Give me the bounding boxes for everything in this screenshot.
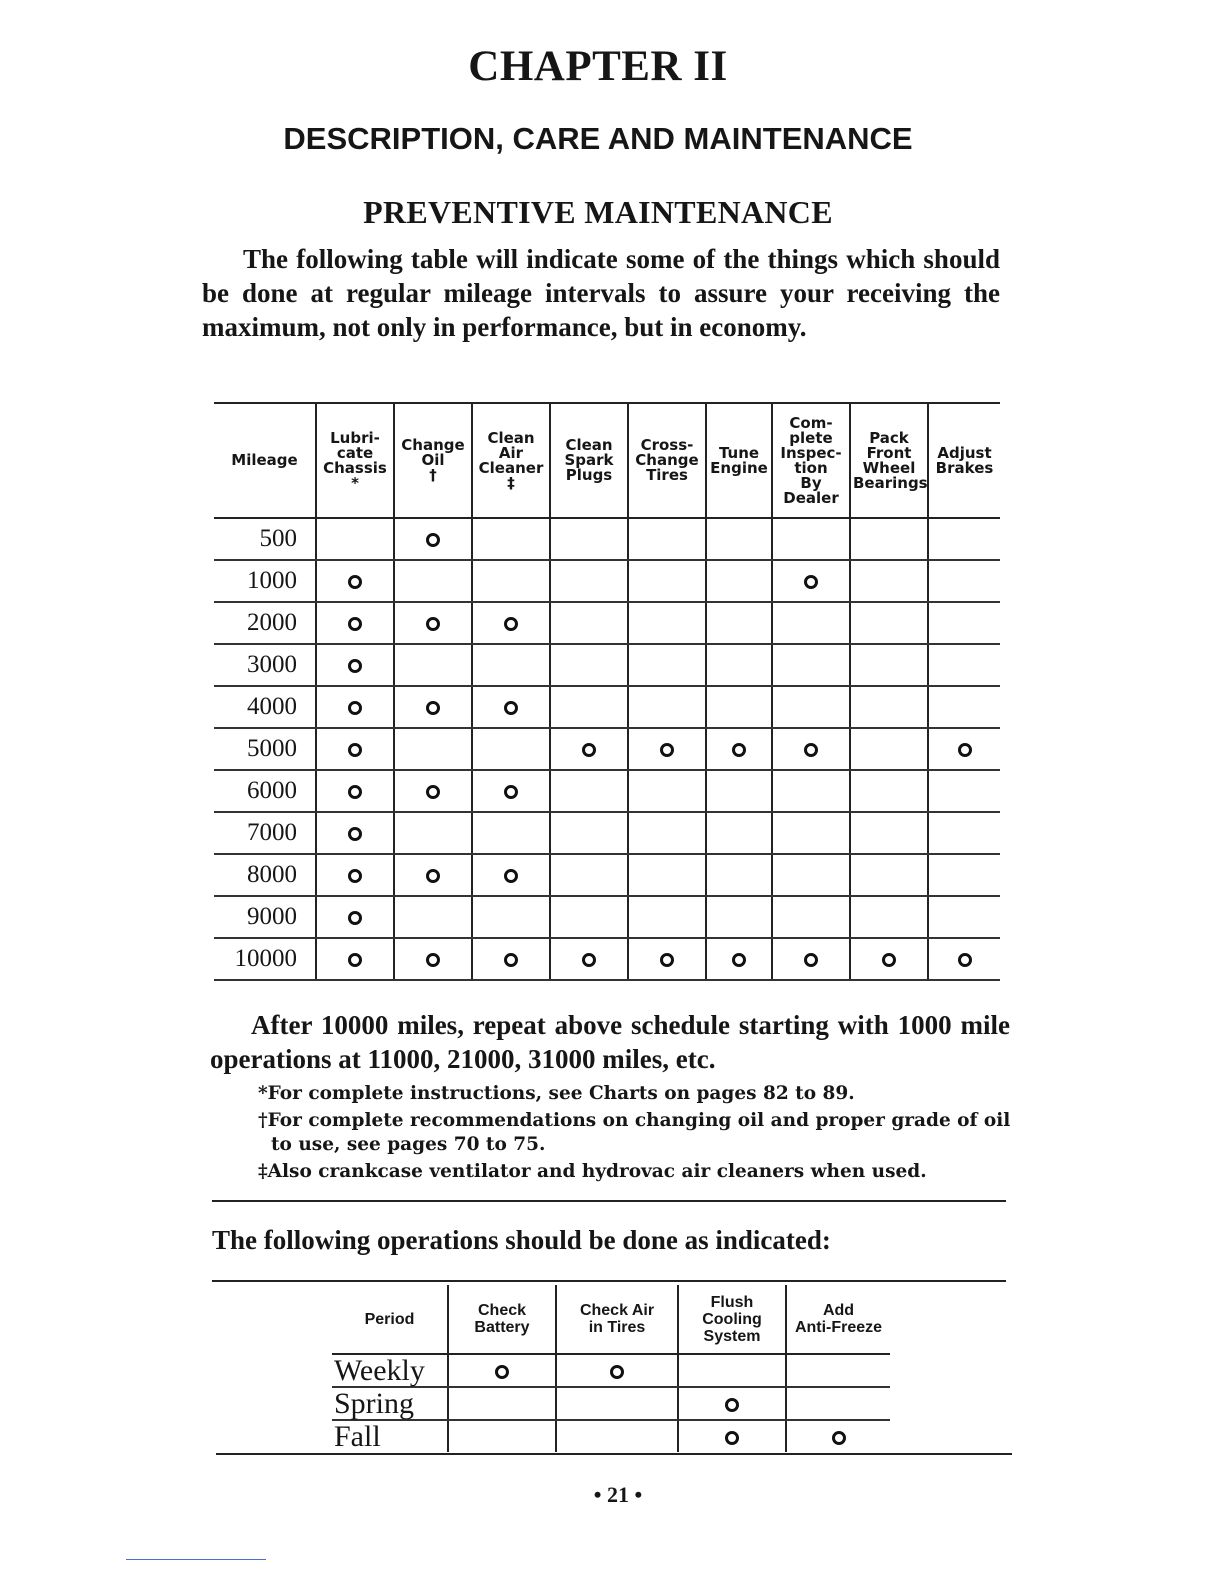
schedule-cell bbox=[316, 644, 394, 686]
subsection-title: PREVENTIVE MAINTENANCE bbox=[363, 194, 833, 230]
schedule-cell bbox=[772, 854, 850, 896]
circle-mark-icon bbox=[504, 701, 518, 715]
schedule-cell bbox=[394, 686, 472, 728]
period-header-row bbox=[332, 1285, 890, 1354]
schedule-cell bbox=[772, 602, 850, 644]
schedule-cell bbox=[706, 686, 772, 728]
schedule-cell bbox=[628, 854, 706, 896]
schedule-cell bbox=[472, 728, 550, 770]
schedule-cell bbox=[850, 728, 928, 770]
table-row bbox=[214, 644, 1000, 686]
circle-mark-icon bbox=[348, 617, 362, 631]
schedule-cell bbox=[706, 812, 772, 854]
maintenance-table bbox=[214, 402, 1000, 981]
circle-mark-icon bbox=[426, 785, 440, 799]
schedule-cell bbox=[550, 854, 628, 896]
period-column-header: Add Anti-Freeze bbox=[786, 1285, 890, 1354]
mileage-cell: 6000 bbox=[214, 770, 316, 812]
circle-mark-icon bbox=[426, 869, 440, 883]
schedule-cell bbox=[316, 686, 394, 728]
schedule-cell bbox=[448, 1354, 556, 1387]
schedule-cell bbox=[550, 896, 628, 938]
schedule-cell bbox=[772, 686, 850, 728]
circle-mark-icon bbox=[348, 953, 362, 967]
circle-mark-icon bbox=[504, 617, 518, 631]
schedule-cell bbox=[316, 770, 394, 812]
schedule-cell bbox=[316, 728, 394, 770]
circle-mark-icon bbox=[426, 617, 440, 631]
schedule-cell bbox=[786, 1354, 890, 1387]
table-row bbox=[214, 686, 1000, 728]
schedule-cell bbox=[786, 1387, 890, 1420]
schedule-cell bbox=[786, 1420, 890, 1452]
schedule-cell bbox=[394, 938, 472, 980]
schedule-cell bbox=[928, 644, 1000, 686]
schedule-cell bbox=[628, 812, 706, 854]
schedule-cell bbox=[316, 518, 394, 560]
period-table bbox=[332, 1285, 890, 1452]
schedule-cell bbox=[550, 728, 628, 770]
table-row bbox=[214, 896, 1000, 938]
period-cell: Spring bbox=[332, 1387, 448, 1420]
maintenance-column-header: Lubri- cate Chassis * bbox=[316, 403, 394, 518]
maintenance-column-header: Pack Front Wheel Bearings bbox=[850, 403, 928, 518]
table-row bbox=[214, 728, 1000, 770]
table-row bbox=[214, 518, 1000, 560]
maintenance-column-header: Clean Air Cleaner ‡ bbox=[472, 403, 550, 518]
schedule-cell bbox=[628, 518, 706, 560]
schedule-cell bbox=[678, 1420, 786, 1452]
schedule-cell bbox=[772, 518, 850, 560]
schedule-cell bbox=[472, 938, 550, 980]
schedule-cell bbox=[556, 1354, 678, 1387]
table-row bbox=[332, 1420, 890, 1452]
schedule-cell bbox=[772, 770, 850, 812]
schedule-cell bbox=[448, 1420, 556, 1452]
schedule-cell bbox=[472, 560, 550, 602]
circle-mark-icon bbox=[504, 785, 518, 799]
mileage-cell: 10000 bbox=[214, 938, 316, 980]
mileage-cell: 1000 bbox=[214, 560, 316, 602]
schedule-cell bbox=[678, 1354, 786, 1387]
schedule-cell bbox=[316, 560, 394, 602]
schedule-cell bbox=[706, 770, 772, 812]
schedule-cell bbox=[628, 602, 706, 644]
table-row bbox=[214, 854, 1000, 896]
schedule-cell bbox=[706, 644, 772, 686]
schedule-cell bbox=[556, 1420, 678, 1452]
schedule-cell bbox=[472, 770, 550, 812]
schedule-cell bbox=[850, 770, 928, 812]
schedule-cell bbox=[850, 602, 928, 644]
maintenance-column-header: Adjust Brakes bbox=[928, 403, 1000, 518]
maintenance-body bbox=[214, 518, 1000, 980]
schedule-cell bbox=[472, 812, 550, 854]
circle-mark-icon bbox=[804, 575, 818, 589]
circle-mark-icon bbox=[732, 953, 746, 967]
schedule-cell bbox=[316, 812, 394, 854]
table-row bbox=[332, 1387, 890, 1420]
circle-mark-icon bbox=[582, 743, 596, 757]
schedule-cell bbox=[628, 644, 706, 686]
followup-heading: The following operations should be done as indicated: bbox=[212, 1225, 831, 1255]
circle-mark-icon bbox=[426, 533, 440, 547]
schedule-cell bbox=[928, 518, 1000, 560]
circle-mark-icon bbox=[660, 953, 674, 967]
schedule-cell bbox=[316, 602, 394, 644]
circle-mark-icon bbox=[660, 743, 674, 757]
schedule-cell bbox=[706, 728, 772, 770]
page-number: • 21 • bbox=[593, 1482, 643, 1507]
schedule-cell bbox=[550, 644, 628, 686]
mileage-cell: 4000 bbox=[214, 686, 316, 728]
mileage-cell: 2000 bbox=[214, 602, 316, 644]
schedule-cell bbox=[928, 686, 1000, 728]
schedule-cell bbox=[628, 560, 706, 602]
schedule-cell bbox=[678, 1387, 786, 1420]
table-row bbox=[214, 602, 1000, 644]
schedule-cell bbox=[472, 854, 550, 896]
schedule-cell bbox=[448, 1387, 556, 1420]
mileage-cell: 9000 bbox=[214, 896, 316, 938]
maintenance-column-header: Com- plete Inspec- tion By Dealer bbox=[772, 403, 850, 518]
divider-top bbox=[212, 1200, 1006, 1202]
circle-mark-icon bbox=[882, 953, 896, 967]
schedule-cell bbox=[928, 812, 1000, 854]
footnote-lubrication: *For complete instructions, see Charts on pages 82 to 89. bbox=[258, 1083, 855, 1104]
schedule-cell bbox=[550, 518, 628, 560]
schedule-cell bbox=[706, 938, 772, 980]
circle-mark-icon bbox=[504, 869, 518, 883]
schedule-cell bbox=[928, 602, 1000, 644]
schedule-cell bbox=[394, 896, 472, 938]
table-row bbox=[214, 560, 1000, 602]
schedule-cell bbox=[394, 518, 472, 560]
maintenance-column-header: Tune Engine bbox=[706, 403, 772, 518]
schedule-cell bbox=[706, 602, 772, 644]
maintenance-column-header: Cross- Change Tires bbox=[628, 403, 706, 518]
schedule-cell bbox=[316, 896, 394, 938]
circle-mark-icon bbox=[725, 1431, 739, 1445]
schedule-cell bbox=[394, 602, 472, 644]
table-row bbox=[214, 938, 1000, 980]
schedule-cell bbox=[628, 938, 706, 980]
schedule-cell bbox=[472, 644, 550, 686]
maintenance-column-header: Change Oil † bbox=[394, 403, 472, 518]
schedule-cell bbox=[628, 896, 706, 938]
schedule-cell bbox=[928, 938, 1000, 980]
circle-mark-icon bbox=[348, 869, 362, 883]
schedule-cell bbox=[850, 686, 928, 728]
mileage-cell: 500 bbox=[214, 518, 316, 560]
schedule-cell bbox=[928, 728, 1000, 770]
period-body bbox=[332, 1354, 890, 1452]
chapter-title: CHAPTER II bbox=[468, 43, 728, 90]
schedule-cell bbox=[772, 644, 850, 686]
circle-mark-icon bbox=[610, 1365, 624, 1379]
circle-mark-icon bbox=[804, 743, 818, 757]
table-row bbox=[214, 812, 1000, 854]
intro-paragraph: The following table will indicate some of the things which should be done at regular mileage intervals to assure your receiving the maximum, not only in performance, but in economy. bbox=[202, 244, 1000, 342]
maintenance-column-header: Mileage bbox=[214, 403, 316, 518]
schedule-cell bbox=[394, 560, 472, 602]
schedule-cell bbox=[394, 644, 472, 686]
schedule-cell bbox=[772, 812, 850, 854]
schedule-cell bbox=[772, 560, 850, 602]
schedule-cell bbox=[472, 518, 550, 560]
footnote-air-cleaner: ‡Also crankcase ventilator and hydrovac air cleaners when used. bbox=[258, 1161, 927, 1182]
period-column-header: Flush Cooling System bbox=[678, 1285, 786, 1354]
circle-mark-icon bbox=[732, 743, 746, 757]
schedule-cell bbox=[850, 644, 928, 686]
schedule-cell bbox=[550, 602, 628, 644]
schedule-cell bbox=[850, 560, 928, 602]
circle-mark-icon bbox=[958, 743, 972, 757]
table-row bbox=[332, 1354, 890, 1387]
schedule-cell bbox=[472, 686, 550, 728]
scan-edge-line bbox=[126, 1559, 266, 1560]
schedule-cell bbox=[394, 728, 472, 770]
schedule-cell bbox=[772, 938, 850, 980]
schedule-cell bbox=[850, 518, 928, 560]
mileage-cell: 7000 bbox=[214, 812, 316, 854]
circle-mark-icon bbox=[426, 953, 440, 967]
schedule-cell bbox=[706, 518, 772, 560]
circle-mark-icon bbox=[495, 1365, 509, 1379]
circle-mark-icon bbox=[348, 701, 362, 715]
schedule-cell bbox=[316, 938, 394, 980]
schedule-cell bbox=[550, 560, 628, 602]
schedule-cell bbox=[928, 770, 1000, 812]
footnotes bbox=[258, 1082, 1018, 1187]
circle-mark-icon bbox=[725, 1398, 739, 1412]
schedule-cell bbox=[628, 686, 706, 728]
schedule-cell bbox=[550, 686, 628, 728]
circle-mark-icon bbox=[348, 575, 362, 589]
schedule-cell bbox=[772, 728, 850, 770]
circle-mark-icon bbox=[348, 827, 362, 841]
circle-mark-icon bbox=[804, 953, 818, 967]
circle-mark-icon bbox=[958, 953, 972, 967]
circle-mark-icon bbox=[348, 743, 362, 757]
schedule-cell bbox=[850, 938, 928, 980]
schedule-cell bbox=[550, 770, 628, 812]
repeat-schedule-text: After 10000 miles, repeat above schedule starting with 1000 mile operations at 11000, 21000, 31000 miles, etc. bbox=[210, 1010, 1010, 1074]
schedule-cell bbox=[394, 812, 472, 854]
mileage-cell: 8000 bbox=[214, 854, 316, 896]
section-title: DESCRIPTION, CARE AND MAINTENANCE bbox=[283, 121, 913, 156]
footnote-oil: †For complete recommendations on changing oil and proper grade of oil to use, see pages 70 to 75. bbox=[258, 1110, 1011, 1155]
period-column-header: Check Air in Tires bbox=[556, 1285, 678, 1354]
schedule-cell bbox=[850, 812, 928, 854]
schedule-cell bbox=[472, 896, 550, 938]
circle-mark-icon bbox=[426, 701, 440, 715]
schedule-cell bbox=[706, 896, 772, 938]
schedule-cell bbox=[706, 560, 772, 602]
schedule-cell bbox=[706, 854, 772, 896]
schedule-cell bbox=[550, 812, 628, 854]
table-row bbox=[214, 770, 1000, 812]
schedule-cell bbox=[550, 938, 628, 980]
period-cell: Weekly bbox=[332, 1354, 448, 1387]
schedule-cell bbox=[394, 854, 472, 896]
circle-mark-icon bbox=[582, 953, 596, 967]
maintenance-header-row bbox=[214, 403, 1000, 518]
circle-mark-icon bbox=[832, 1431, 846, 1445]
schedule-cell bbox=[772, 896, 850, 938]
mileage-cell: 5000 bbox=[214, 728, 316, 770]
schedule-cell bbox=[556, 1387, 678, 1420]
schedule-cell bbox=[472, 602, 550, 644]
schedule-cell bbox=[394, 770, 472, 812]
mileage-cell: 3000 bbox=[214, 644, 316, 686]
period-cell: Fall bbox=[334, 1419, 381, 1453]
circle-mark-icon bbox=[348, 911, 362, 925]
divider-middle bbox=[212, 1280, 1006, 1282]
schedule-cell bbox=[928, 854, 1000, 896]
schedule-cell bbox=[850, 896, 928, 938]
period-column-header: Period bbox=[332, 1285, 448, 1354]
schedule-cell bbox=[928, 560, 1000, 602]
period-column-header: Check Battery bbox=[448, 1285, 556, 1354]
schedule-cell bbox=[628, 770, 706, 812]
schedule-cell bbox=[628, 728, 706, 770]
schedule-cell bbox=[850, 854, 928, 896]
divider-bottom bbox=[216, 1453, 1012, 1455]
schedule-cell bbox=[928, 896, 1000, 938]
circle-mark-icon bbox=[504, 953, 518, 967]
maintenance-column-header: Clean Spark Plugs bbox=[550, 403, 628, 518]
circle-mark-icon bbox=[348, 659, 362, 673]
circle-mark-icon bbox=[348, 785, 362, 799]
schedule-cell bbox=[316, 854, 394, 896]
